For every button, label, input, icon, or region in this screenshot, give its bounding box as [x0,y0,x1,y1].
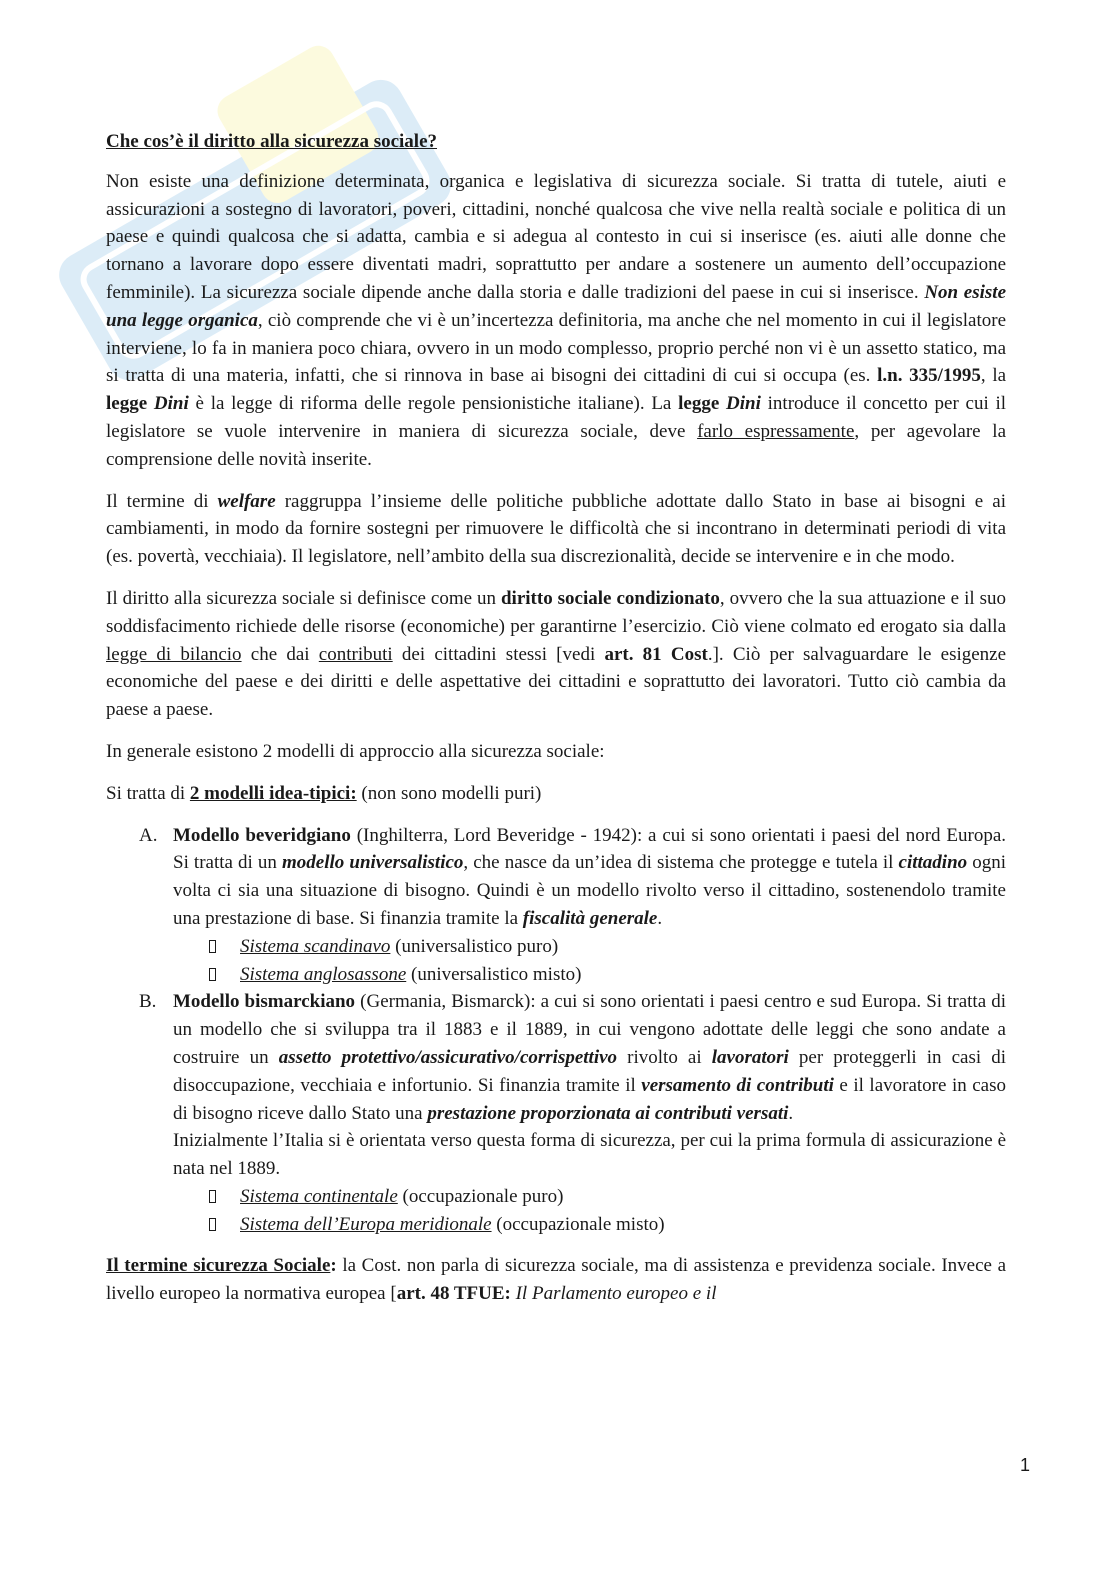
list-item: Sistema anglosassone (universalistico misto) [173,961,1006,989]
paragraph-modelli-idea-tipici: Si tratta di 2 modelli idea-tipici: (non sono modelli puri) [106,782,542,804]
list-item: Sistema dell’Europa meridionale (occupazionale misto) [173,1211,1006,1239]
paragraph-definition: Non esiste una definizione determinata, organica e legislativa di sicurezza sociale. Si tratta di tutele, aiuti e assicurazioni a sostegno di lavoratori, poveri, cittadini, nonché qualcosa che vive nella realtà sociale e politica di un paese e quindi qualcosa che si adatta, cambia e si adegua al contesto in cui si inserisce (es. aiuti alle donne che tornano a lavorare dopo essere diventati madri, soprattutto per andare a sostenere un aumento dell’occupazione femminile). La sicurezza sociale dipende anche dalla storia e dalle tradizioni del paese in cui si inserisce. Non esiste una legge organica, ciò comprende che vi è un’incertezza definitoria, ma anche che nel momento in cui il legislatore interviene, lo fa in maniera poco chiara, ovvero in un modo complesso, proprio perché non vi è un assetto statico, ma si tratta di una materia, infatti, che si rinnova in base ai bisogni dei cittadini di cui si occupa (es. l.n. 335/1995, la legge Dini è la legge di riforma delle regole pensionistiche italiane). La legge Dini introduce il concetto per cui il legislatore se vuole intervenire in maniera di sicurezza sociale, deve farlo espressamente, per agevolare la comprensione delle novità inserite. [106,170,1007,470]
square-bullet-icon [209,940,216,953]
document-body [106,128,1006,1322]
list-item: Sistema scandinavo (universalistico puro) [173,933,1006,961]
sublist-beveridgiano [173,933,1006,989]
square-bullet-icon [209,968,216,981]
sublist-bismarckiano [173,1183,1006,1239]
models-list [106,822,1006,1239]
paragraph-diritto-condizionato: Il diritto alla sicurezza sociale si definisce come un diritto sociale condizionato, ovvero che la sua attuazione e il suo soddisfacimento richiede delle risorse (economiche) per garantirne l’esercizio. Ciò viene colmato ed erogato sia dalla legge di bilancio che dai contributi dei cittadini stessi [vedi art. 81 Cost.]. Ciò per salvaguardare le esigenze economiche del paese e dei diritti e delle aspettative dei cittadini e soprattutto dei lavoratori. Tutto ciò cambia da paese a paese. [106,587,1007,721]
square-bullet-icon [209,1190,216,1203]
paragraph-termine-sicurezza-sociale: Il termine sicurezza Sociale: la Cost. non parla di sicurezza sociale, ma di assistenza e previdenza sociale. Invece a livello europeo la normativa europea [art. 48 TFUE: Il Parlamento europeo e il [106,1255,1007,1305]
list-item-modello-beveridgiano: A. Modello beveridgiano (Inghilterra, Lord Beveridge - 1942): a cui si sono orientati i paesi del nord Europa. Si tratta di un modello universalistico, che nasce da un’idea di sistema che protegge e tutela il cittadino ogni volta ci sia una situazione di bisogno. Quindi è un modello rivolto verso il cittadino, sostenendolo tramite una prestazione di base. Si finanzia tramite la fiscalità generale. Sistema scandinavo (universalistico puro) Sistema anglosassone (universalistico misto) [106,822,1006,989]
page-title: Che cos’è il diritto alla sicurezza sociale? [106,131,438,152]
paragraph-welfare: Il termine di welfare raggruppa l’insieme delle politiche pubbliche adottate dallo Stato in base ai bisogni e ai cambiamenti, in modo da fornire sostegni per rimuovere le difficoltà che si incontrano in determinati periodi di vita (es. povertà, vecchiaia). Il legislatore, nell’ambito della sua discrezionalità, decide se intervenire e in che modo. [106,490,1007,568]
list-item: Sistema continentale (occupazionale puro) [173,1183,1006,1211]
page-number: 1 [1019,1455,1030,1475]
paragraph-modelli-intro: In generale esistono 2 modelli di approccio alla sicurezza sociale: [106,740,605,762]
square-bullet-icon [209,1218,216,1231]
list-item-modello-bismarckiano: B. Modello bismarckiano (Germania, Bismarck): a cui si sono orientati i paesi centro e sud Europa. Si tratta di un modello che si sviluppa tra il 1883 e il 1889, in cui vengono adottate delle leggi che sono andate a costruire un assetto protettivo/assicurativo/corrispettivo rivolto ai lavoratori per proteggerli in casi di disoccupazione, vecchiaia e infortunio. Si finanzia tramite il versamento di contributi e il lavoratore in caso di bisogno riceve dallo Stato una prestazione proporzionata ai contributi versati. Inizialmente l’Italia si è orientata verso questa forma di sicurezza, per cui la prima formula di assicurazione è nata nel 1889. Sistema continentale (occupazionale puro) Sistema dell’Europa meridionale (occupazionale misto) [106,988,1006,1238]
